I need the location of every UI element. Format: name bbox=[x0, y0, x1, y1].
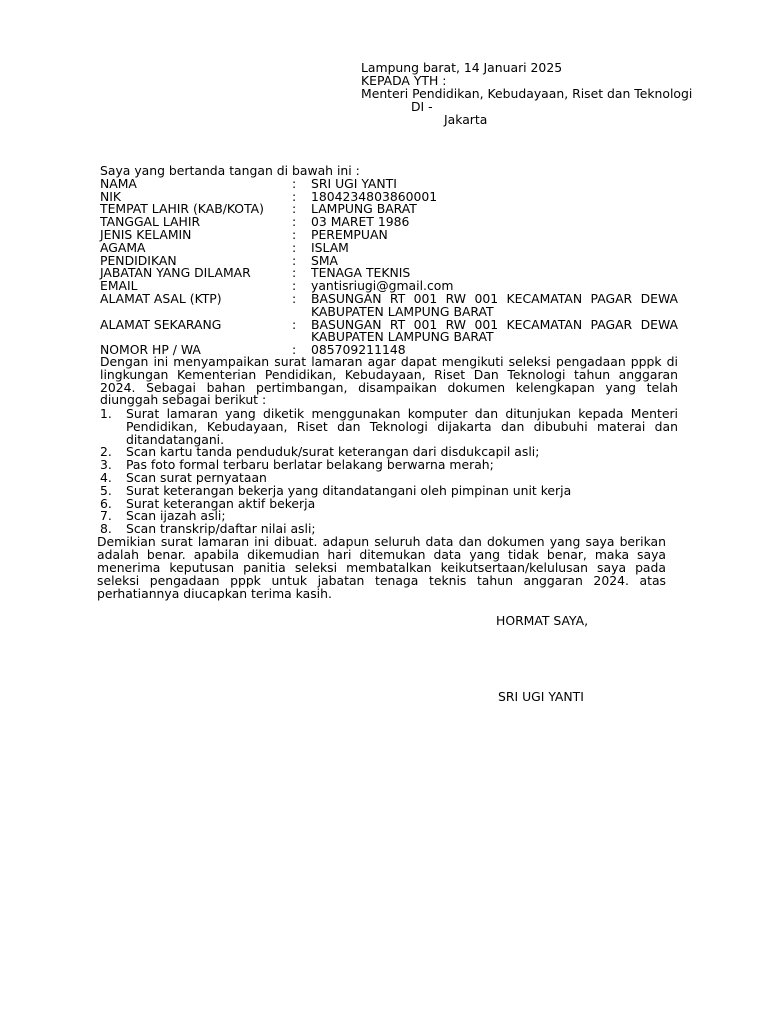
list-text: Surat keterangan bekerja yang ditandatangani oleh pimpinan unit kerja bbox=[126, 482, 572, 498]
field-colon: : bbox=[292, 226, 297, 242]
field-value: 085709211148 bbox=[311, 342, 406, 358]
list-number: 4. bbox=[100, 469, 112, 485]
field-label: ALAMAT ASAL (KTP) bbox=[100, 290, 222, 306]
list-number: 8. bbox=[100, 521, 112, 537]
field-value: BASUNGAN RT 001 RW 001 KECAMATAN PAGAR DEWA KABUPATEN LAMPUNG BARAT bbox=[311, 316, 678, 345]
recipient: Menteri Pendidikan, Kebudayaan, Riset dan Teknologi bbox=[361, 86, 693, 101]
field-colon: : bbox=[292, 239, 297, 255]
list-text: Surat keterangan aktif bekerja bbox=[126, 495, 316, 511]
recipient-city: Jakarta bbox=[444, 112, 488, 127]
email-value: yantisriugi@gmail.com bbox=[311, 278, 454, 294]
field-colon: : bbox=[292, 342, 297, 358]
list-number: 5. bbox=[100, 482, 112, 498]
field-value: BASUNGAN RT 001 RW 001 KECAMATAN PAGAR DEWA KABUPATEN LAMPUNG BARAT bbox=[311, 290, 678, 319]
list-text: Surat lamaran yang diketik menggunakan komputer dan ditunjukan kepada Menteri Pendidikan, Kebudayaan, Riset dan Teknologi dijakarta dan dibubuhi materai dan ditandatangani. bbox=[126, 406, 678, 447]
field-colon: : bbox=[292, 201, 297, 217]
field-row bbox=[100, 239, 678, 255]
field-value: SRI UGI YANTI bbox=[311, 175, 397, 191]
list-text: Pas foto formal terbaru berlatar belakang berwarna merah; bbox=[126, 457, 494, 473]
field-label: PENDIDIKAN bbox=[100, 252, 177, 268]
list-text: Scan surat pernyataan bbox=[126, 469, 267, 485]
field-colon: : bbox=[292, 214, 297, 230]
field-value: 03 MARET 1986 bbox=[311, 214, 410, 230]
field-value: SMA bbox=[311, 252, 339, 268]
signature-salutation: HORMAT SAYA, bbox=[496, 613, 589, 628]
list-number: 7. bbox=[100, 508, 112, 524]
field-label: NIK bbox=[100, 188, 122, 204]
signature-name: SRI UGI YANTI bbox=[498, 689, 584, 704]
field-label: ALAMAT SEKARANG bbox=[100, 316, 222, 332]
field-colon: : bbox=[292, 175, 297, 191]
field-colon: : bbox=[292, 316, 297, 332]
place-date: Lampung barat, 14 Januari 2025 bbox=[361, 60, 563, 75]
document-list bbox=[100, 408, 678, 536]
field-label: NOMOR HP / WA bbox=[100, 342, 201, 358]
field-value: LAMPUNG BARAT bbox=[311, 201, 417, 217]
field-colon: : bbox=[292, 278, 297, 294]
field-label: TANGGAL LAHIR bbox=[100, 214, 201, 230]
field-label: TEMPAT LAHIR (KAB/KOTA) bbox=[100, 201, 264, 217]
recipient-di: DI - bbox=[411, 99, 433, 114]
list-text: Scan transkrip/daftar nilai asli; bbox=[126, 521, 316, 537]
field-value: ISLAM bbox=[311, 239, 349, 255]
list-item bbox=[100, 408, 678, 446]
intro-text: Saya yang bertanda tangan di bawah ini : bbox=[100, 163, 360, 178]
field-row bbox=[100, 316, 678, 345]
list-number: 6. bbox=[100, 495, 112, 511]
field-label: NAMA bbox=[100, 175, 137, 191]
field-colon: : bbox=[292, 290, 297, 306]
addressee-label: KEPADA YTH : bbox=[361, 73, 447, 88]
closing-paragraph: Demikian surat lamaran ini dibuat. adapun seluruh data dan dokumen yang saya berikan adalah benar. apabila dikemudian hari ditemukan data yang tidak benar, maka saya menerima keputusan panitia seleksi membatalkan keikutsertaan/kelulusan saya pada seleksi pengadaan pppk untuk jabatan tenaga teknis tahun anggaran 2024. atas perhatiannya diucapkan terima kasih. bbox=[97, 534, 666, 601]
field-value: 1804234803860001 bbox=[311, 188, 438, 204]
list-text: Scan ijazah asli; bbox=[126, 508, 226, 524]
list-number: 2. bbox=[100, 444, 112, 460]
field-row bbox=[100, 290, 678, 319]
applicant-fields bbox=[100, 165, 678, 357]
field-label: EMAIL bbox=[100, 278, 138, 294]
list-text: Scan kartu tanda penduduk/surat keterangan dari disdukcapil asli; bbox=[126, 444, 540, 460]
letter-header bbox=[361, 61, 692, 126]
list-number: 1. bbox=[100, 406, 112, 421]
field-label: JENIS KELAMIN bbox=[100, 226, 192, 242]
list-number: 3. bbox=[100, 457, 112, 473]
field-value: TENAGA TEKNIS bbox=[311, 265, 411, 281]
field-label: JABATAN YANG DILAMAR bbox=[100, 265, 251, 281]
body-paragraph: Dengan ini menyampaikan surat lamaran agar dapat mengikuti seleksi pengadaan pppk di lingkungan Kementerian Pendidikan, Kebudayaan, Riset Dan Teknologi tahun anggaran 2024. Sebagai bahan pertimbangan, disampaikan dokumen kelengkapan yang telah diunggah sebagai berikut : bbox=[100, 354, 678, 408]
field-colon: : bbox=[292, 252, 297, 268]
field-row bbox=[100, 226, 678, 242]
field-label: AGAMA bbox=[100, 239, 146, 255]
field-colon: : bbox=[292, 188, 297, 204]
field-colon: : bbox=[292, 265, 297, 281]
field-value: PEREMPUAN bbox=[311, 226, 388, 242]
